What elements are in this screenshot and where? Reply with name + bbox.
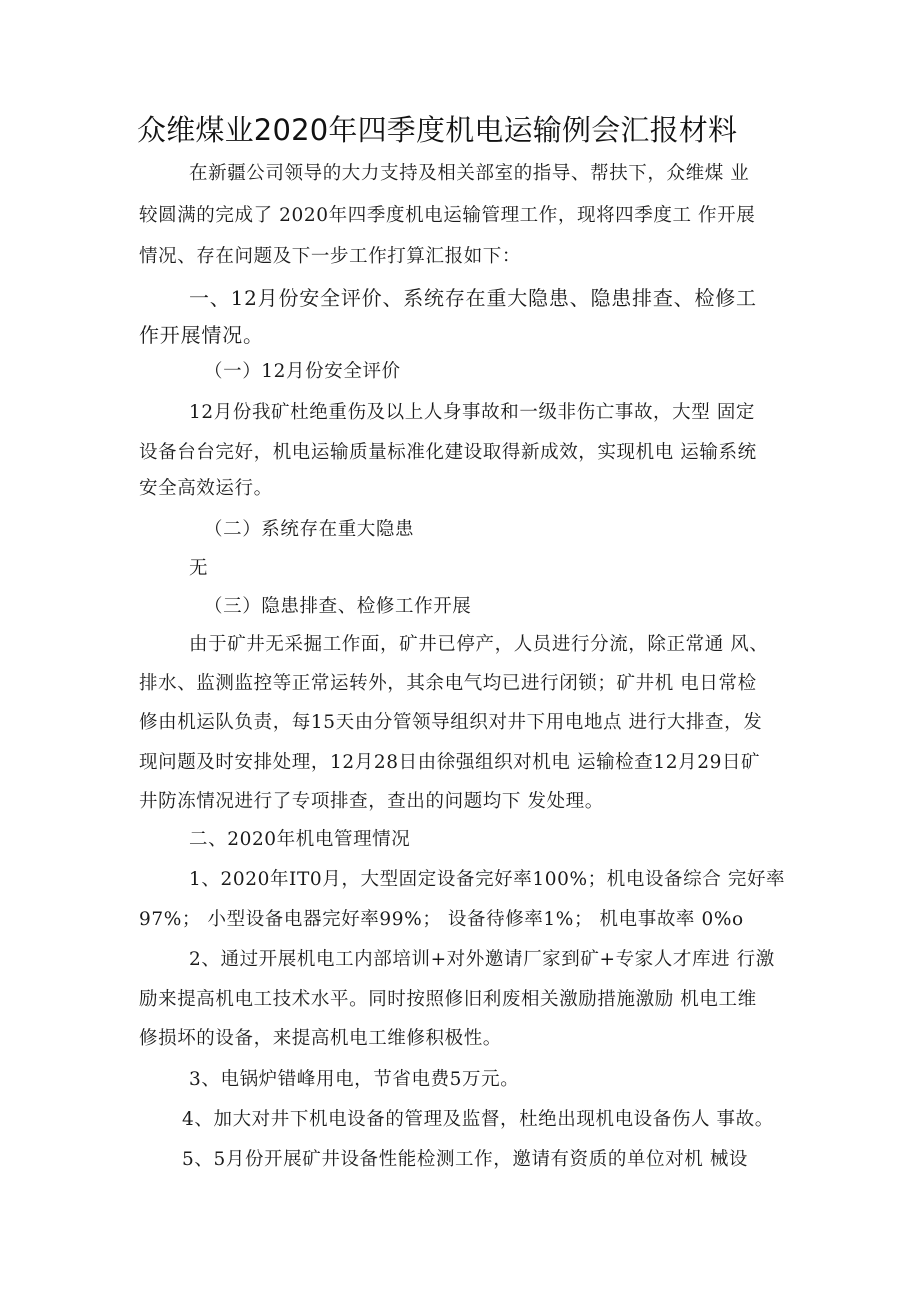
subsection-3-heading: （三）隐患排查、检修工作开展	[204, 596, 472, 617]
intro-line-2: 较圆满的完成了 2020年四季度机电运输管理工作，现将四季度工 作开展	[139, 205, 756, 226]
section-2-item-1-line-2: 97%； 小型设备电器完好率99%； 设备待修率1%； 机电事故率 0%o	[139, 909, 744, 930]
subsection-3-line-4: 现问题及时安排处理，12月28日由徐强组织对机电 运输检查12月29日矿	[139, 752, 761, 773]
intro-line-3: 情况、存在问题及下一步工作打算汇报如下：	[139, 246, 522, 267]
section-2-item-4: 4、加大对井下机电设备的管理及监督，杜绝出现机电设备伤人 事故。	[182, 1109, 774, 1130]
section-2-item-5: 5、5月份开展矿井设备性能检测工作，邀请有资质的单位对机 械设	[182, 1149, 749, 1170]
subsection-3-line-3: 修由机运队负责，每15天由分管领导组织对井下用电地点 进行大排查，发	[139, 712, 763, 733]
intro-line-1: 在新疆公司领导的大力支持及相关部室的指导、帮扶下，众维煤 业	[189, 163, 750, 184]
section-1-heading-line-1: 一、12月份安全评价、系统存在重大隐患、隐患排查、检修工	[189, 286, 757, 310]
section-1-heading-line-2: 作开展情况。	[139, 323, 264, 347]
subsection-1-heading: （一）12月份安全评价	[204, 361, 401, 382]
section-2-item-2-line-2: 励来提高机电工技术水平。同时按照修旧利废相关激励措施激励 机电工维	[139, 989, 757, 1010]
section-2-item-1-line-1: 1、2020年IT0月，大型固定设备完好率100%；机电设备综合 完好率	[189, 869, 786, 890]
subsection-3-line-1: 由于矿井无采掘工作面，矿井已停产，人员进行分流，除正常通 风、	[189, 634, 769, 655]
subsection-1-line-2: 设备台台完好，机电运输质量标准化建设取得新成效，实现机电 运输系统	[139, 442, 757, 463]
subsection-2-line-1: 无	[189, 558, 209, 579]
section-2-item-2-line-1: 2、通过开展机电工内部培训+对外邀请厂家到矿+专家人才库进 行激	[189, 949, 775, 970]
subsection-2-heading: （二）系统存在重大隐患	[204, 519, 415, 540]
subsection-3-line-2: 排水、监测监控等正常运转外，其余电气均已进行闭锁；矿井机 电日常检	[139, 673, 757, 694]
subsection-1-line-1: 12月份我矿杜绝重伤及以上人身事故和一级非伤亡事故，大型 固定	[189, 402, 756, 423]
section-2-item-2-line-3: 修损坏的设备，来提高机电工维修积极性。	[139, 1028, 502, 1049]
section-2-heading: 二、2020年机电管理情况	[189, 829, 411, 850]
subsection-3-line-5: 井防冻情况进行了专项排查，查出的问题均下 发处理。	[139, 791, 604, 812]
document-title: 众维煤业2020年四季度机电运输例会汇报材料	[137, 113, 738, 147]
subsection-1-line-3: 安全高效运行。	[139, 478, 273, 499]
section-2-item-3: 3、电锅炉错峰用电，节省电费5万元。	[189, 1069, 520, 1090]
